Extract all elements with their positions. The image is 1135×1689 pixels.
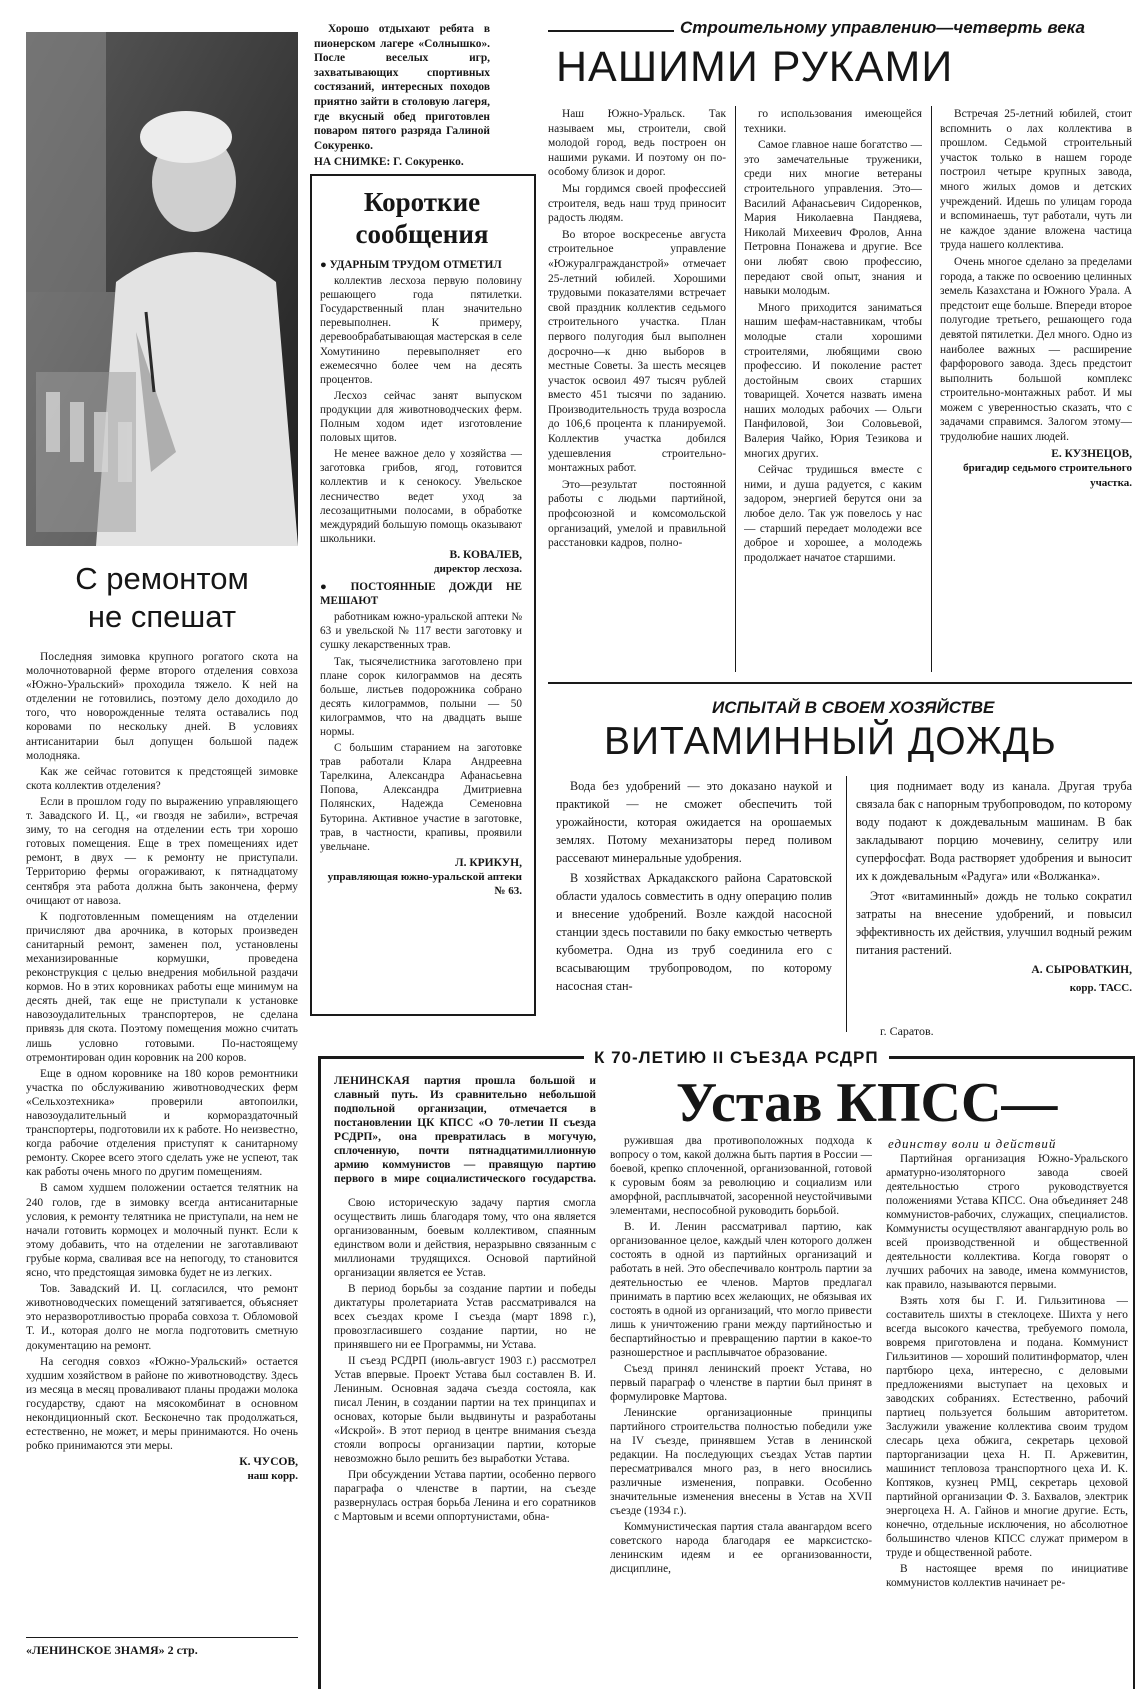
hands-col-divider [735, 106, 736, 672]
ustav-paragraph: II съезд РСДРП (июль-август 1903 г.) рассмотрел Устав впервые. Проект Устава был составлен В. И. Лениным. Основная задача съезда состояла, как писал Ленин, в создании партии на тех принципах и основах, которые были выдвинуты и разработаны «Искрой». В этот период в центре внимания съезда стояли вопросы организации партии, которые невозможно было решить без выработки Устава. [334, 1355, 596, 1465]
repair-headline-text: С ремонтом не спешат [75, 561, 249, 634]
vitamin-paragraph: Этот «витаминный» дождь не только сократил затраты на внесение удобрений, и повысил эффективность их действия, улучшил водный режим питания растений. [856, 889, 1132, 957]
short-news-lead2: ПОСТОЯННЫЕ ДОЖДИ НЕ МЕШАЮТ [320, 581, 522, 608]
repair-signature: К. ЧУСОВ, [239, 1456, 298, 1469]
short-news-lead1: УДАРНЫМ ТРУДОМ ОТМЕТИЛ [329, 259, 502, 271]
vitamin-signature: А. СЫРОВАТКИН, [1031, 964, 1132, 976]
ustav-paragraph: Взять хотя бы Г. И. Гильзитинова — составитель шихты в стеклоцехе. Шихта у него всегда высокого качества, требуемого помола, вовремя приготовлена и подана. Коммунист Гильзитинов — хороший политинформатор, член партбюро цеха, интересно, с деловыми предложениями выступает на цеховых и заводских собраниях. Естественно, рабочий партиец пользуется большим авторитетом. Заслужили уважение коллектива своим трудом слесарь цеха обжига, секретарь цеховой парторганизации цеха Н. П. Аржевитин, машинист тепловоза транспортного цеха И. К. Коптяков, кузнец РМЦ, секретарь цеховой партийной организации Ф. З. Бахвалов, электрик энергоцеха Н. А. Гайнов и многие другие. Есть, конечно, отдельные исключения, но абсолютное большинство членов КПСС служат примером в труде и общественной работе. [886, 1295, 1128, 1559]
short-news-body [320, 258, 522, 1004]
hands-kicker: Строительному управлению—четверть века [680, 18, 1085, 37]
short-news-paragraph: работникам южно-уральской аптеки № 63 и увельской № 117 вести заготовку и сушку лекарственных трав. [320, 611, 522, 652]
repair-paragraph: Как же сейчас готовится к предстоящей зимовке скота коллектив отделения? [26, 765, 298, 792]
hands-col2 [744, 107, 922, 675]
photo-cook [26, 32, 298, 546]
hands-kicker-rule [548, 30, 674, 32]
bullet-icon: ● [320, 581, 351, 594]
repair-paragraph: В самом худшем положении остается телятник на 240 голов, где в зимовку всегда антисанитарные условия, к ремонту телятника не приступали, на нем не начали готовить кормоцех и молочный пункт. Если к этому добавить, что на отделении не заготавливают грубые корма, сваливая все на непогоду, то становится ясно, что предстоящая зимовка будет не из легких. [26, 1182, 298, 1280]
ustav-paragraph: В период борьбы за создание партии и победы диктатуры пролетариата Устав рассматривался на всех съездах кроме I съезда (март 1898 г.), провозгласившего создание партии, но не принявшего ни ее Программы, ни Устава. [334, 1283, 596, 1351]
repair-paragraph: На сегодня совхоз «Южно-Уральский» остается худшим хозяйством в районе по животноводству. Здесь из месяца в месяц проваливают планы продажи молока государству, сдают на мясокомбинат в основном некондиционный скот. Бесконечно так продолжаться, естественно, не может, и меры принимаются. Но очень робко принимаются эти меры. [26, 1355, 298, 1453]
ustav-kicker: К 70-ЛЕТИЮ II СЪЕЗДА РСДРП [584, 1048, 889, 1068]
vitamin-col1 [556, 777, 832, 1039]
hands-paragraph: Наш Южно-Уральск. Так называем мы, строители, свой молодой город, ведь построен он нашими руками. И поэтому он по-особому близок и дорог. [548, 108, 726, 179]
short-news-title-line1: Короткие [363, 187, 481, 217]
short-news-title [314, 186, 530, 250]
vitamin-col2 [856, 777, 1132, 1017]
hands-headline: НАШИМИ РУКАМИ [556, 43, 954, 91]
ustav-lead [334, 1074, 596, 1186]
ustav-paragraph: Свою историческую задачу партия смогла осуществить лишь благодаря тому, что она является организованным, боевым коллективом, спаянным единством воли и действия, неразрывно связанным с миллионами трудящихся. Основой партийной организации является ее Устав. [334, 1197, 596, 1279]
ustav-headline: Устав КПСС— [676, 1072, 1058, 1134]
ustav-paragraph: Партийная организация Южно-Уральского арматурно-изоляторного завода своей деятельностью строго руководствуется положениями Устава КПСС. Она объединяет 248 коммунистов-рабочих, служащих, специалистов. Коммунисты осуществляют авангардную роль во всей производственной и общественной деятельности коллектива. Когда говорят о лучших рабочих на заводе, имена коммунистов, как правило, называются первыми. [886, 1153, 1128, 1291]
photo-caption [314, 22, 490, 172]
photo-caption-text: Хорошо отдыхают ребята в пионерском лагере «Солнышко». После веселых игр, захватывающих спортивных состязаний, интересных походов приятно зайти в столовую лагеря, где вкусный обед приготовлен поваром пятого разряда Галиной Сокуренко. [314, 23, 490, 152]
hands-paragraph: Встречая 25-летний юбилей, стоит вспомнить о лах коллектива в прошлом. Седьмой строительный участок только в нашем городе построил четыре крупных завода, много жилых домов и детских учреждений. Идешь по улицам города и вспоминаешь, тут работали, чуть ли не каждое здание вложена частица труда нашего коллектива. [940, 108, 1132, 252]
ustav-col3 [886, 1152, 1128, 1682]
hands-paragraph: Мы гордимся своей профессией строителя, ведь наш труд приносит радость людям. [548, 182, 726, 225]
footer-rule [26, 1637, 298, 1638]
hands-paragraph: Сейчас трудишься вместе с ними, и душа радуется, с каким задором, энергией берутся они за любое дело. Так уж повелось у нас — старший передает молодежи все доброе и хорошее, а молодежь продолжает начатое старшими. [744, 464, 922, 564]
short-news-title-line2: сообщения [355, 219, 489, 249]
ustav-paragraph: Ленинские организационные принципы партийного строительства полностью победили уже на IV съезде, принявшем Устав в ленинской редакции. На последующих съездах Устав партии пересматривался много раз, в него вносились различные изменения, поправки. Особенно значительные изменения внесены в Устав на XVII съезде (1934 г.). [610, 1407, 872, 1517]
short-news-paragraph: С большим старанием на заготовке трав работали Клара Андреевна Тарелкина, Александра Афанасьевна Попова, Александра Дмитриевна Полянских, Надежда Семеновна Буторина. Активное участие в заготовке, трав, в частности, крапивы, проявили увельчане. [320, 742, 522, 853]
hands-signature-role: бригадир седьмого строительного участка. [963, 462, 1132, 489]
repair-headline [26, 560, 298, 636]
ustav-subhead: единству воли и действий [888, 1136, 1057, 1151]
ustav-paragraph: ружившая два противоположных подхода к вопросу о том, какой должна быть партия в России — боевой, крепко сплоченной, организованной, готовой к суровым боям за революцию и социализм или аморфной, расплывчатой, засоренной неустойчивыми элементами, неспособной руководить борьбой. [610, 1135, 872, 1217]
hands-paragraph: Очень многое сделано за пределами города, а также по освоению целинных земель Казахстана и Южного Урала. А предстоит еще больше. Впереди второе полугодие третьего, решающего года девятой пятилетки. Дел много. Одно из наиболее важных — расширение фарфорового завода. Здесь предстоит выполнить большой комплекс строительно-монтажных работ. И мы можем с уверенностью сказать, что с задачами справимся. Залогом этому—трудолюбие наших людей. [940, 255, 1132, 444]
hands-paragraph: Во второе воскресенье августа строительное управление «Южуралгражданстрой» отмечает 25-летний юбилей. Хорошими трудовыми показателями встречает свой праздник коллектив седьмого строительного участка. План первого полугодия был выполнен досрочно—к дню выборов в местные Советы. За шесть месяцев участок освоил 497 тысяч рублей вместо 451 тысячи по заданию. Производительность труда возросла до 106,6 процента к планируемой. Коллектив участка добился удешевления строительно-монтажных работ. [548, 228, 726, 475]
short-news-paragraph: Не менее важное дело у хозяйства —заготовка грибов, ягод, готовится коллектив и к сенокосу. Увельское лесничество ведет уход за лесозащитными полосами, в обработке междурядий большую помощь оказывают школьники. [320, 448, 522, 545]
hands-col-divider [931, 106, 932, 672]
vitamin-paragraph: В хозяйствах Аркадакского района Саратовской области удалось совместить в одну операцию полив и внесение удобрений. Возле каждой насосной станции здесь поставили по баку емкостью четверть кубометра. Одна из труб соединила его с всасывающим трубопроводом, по которому насосная стан- [556, 871, 832, 993]
ustav-paragraph: Съезд принял ленинский проект Устава, но первый параграф о членстве в партии был принят в формулировке Мартова. [610, 1363, 872, 1403]
short-news-signature2: Л. КРИКУН, [455, 856, 522, 869]
repair-paragraph: Тов. Завадский И. Ц. согласился, что ремонт животноводческих помещений затягивается, объясняет это неразворотливостью прораба совхоза т. Обломовой Т. И., которая долго не могла подготовить сметную документацию на ремонт. [26, 1283, 298, 1352]
vitamin-dateline: г. Саратов. [880, 1024, 934, 1038]
ustav-col2 [610, 1134, 872, 1682]
vitamin-col-divider [846, 776, 847, 1032]
vitamin-kicker: ИСПЫТАЙ В СВОЕМ ХОЗЯЙСТВЕ [712, 698, 995, 717]
short-news-paragraph: Лесхоз сейчас занят выпуском продукции для животноводческих ферм. Полным ходом идет изготовление половых щитов. [320, 389, 522, 445]
hands-col1 [548, 107, 726, 675]
hands-col3 [940, 107, 1132, 675]
short-news-role2: управляющая южно-уральской аптеки № 63. [327, 870, 522, 898]
ustav-paragraph: При обсуждении Устава партии, особенно первого параграфа о членстве в партии, на съезде развернулась острая борьба Ленина и его соратников с Мартовым и всеми оппортунистами, обна- [334, 1469, 596, 1523]
photo-credit: НА СНИМКЕ: Г. Сокуренко. [314, 156, 464, 169]
repair-paragraph: Последняя зимовка крупного рогатого скота на молочнотоварной ферме второго отделения совхоза «Южно-Уральский» проходила тяжело. К ней на отделении не готовились, поэтому дело доходило до того, что новорожденные телята оставались под коровами по нескольку дней. В условиях антисанитарии был допущен большой падеж молодняка. [26, 651, 298, 762]
hands-paragraph: Много приходится заниматься нашим шефам-наставникам, чтобы молодые стали хорошими строителями, любящими свою профессию. И поколение растет достойным своих старших товарищей. Хочется назвать имена наших молодых рабочих — Ольги Панфиловой, Зои Соловьевой, Валерия Чайко, Юрия Тезикова и многих других. [744, 301, 922, 460]
short-news-paragraph: коллектив лесхоза первую половину решающего года пятилетки. Государственный план значительно перевыполнен. К примеру, деревообрабатывающая мастерская в селе Хомутинино перевыполняет его ежемесячно более чем на десять процентов. [320, 275, 522, 386]
ustav-paragraph: В. И. Ленин рассматривал партию, как организованное целое, каждый член которого должен состоять в одной из партийных организаций и работать в ней. Это обеспечивало контроль партии за деятельностью ее членов. Мартов предлагал принимать в партию всех желающих, не обязывая их состоять в одной из организаций, что могло привести лишь к уничтожению грани между партийностью и беспартийностью и превращению партии в какое-то разношерстное и расплывчатое образование. [610, 1221, 872, 1359]
repair-signature-role: наш корр. [247, 1470, 298, 1483]
ustav-paragraph: В настоящее время по инициативе коммунистов коллектив начинает ре- [886, 1563, 1128, 1589]
ustav-col1 [334, 1196, 596, 1676]
short-news-paragraph: Так, тысячелистника заготовлено при плане сорок килограммов на десять больше, листьев подорожника собрано десять килограммов, полыни — 50 килограммов, что на двадцать выше нормы. [320, 655, 522, 738]
vitamin-paragraph: ция поднимает воду из канала. Другая труба связала бак с напорным трубопроводом, по которому воду подают к дождевальным машинам. В бак закладывают порцию мочевину, селитру или суперфосфат. Вода растворяет удобрения и выносит их к дождевальным «Радуга» или «Волжанка». [856, 779, 1132, 883]
ustav-paragraph: Коммунистическая партия стала авангардом всего советского народа благодаря ее марксистско-ленинским идеям и ее организованности, дисциплине, [610, 1521, 872, 1575]
vitamin-signature-role: корр. ТАСС. [1069, 982, 1132, 994]
page-footer: «ЛЕНИНСКОЕ ЗНАМЯ» 2 стр. [26, 1643, 198, 1657]
ustav-lead-text: ЛЕНИНСКАЯ партия прошла большой и славный путь. Из сравнительно небольшой подпольной организации, отмечается в постановлении ЦК КПСС «О 70-летии II съезда РСДРП», она превратилась в могучую, сплоченную, почти пятнадцатимиллионную армию коммунистов — правящую партию первого в мире социалистического государства. [334, 1075, 596, 1185]
hands-paragraph: го использования имеющейся техники. [744, 108, 922, 135]
repair-paragraph: К подготовленным помещениям на отделении причисляют два арочника, в которых произведен санитарный ремонт, заменен пол, установлены механизированные кормушки, проведена реконструкция с целью внедрения мобильной раздачи кормов. Но в этих коровниках работы еще минимум на десять дней, так еще не приступали к установке навозоудалительных транспортеров, не сделана привязь для скота. Поэтому помещения можно считать лишь условно готовыми. По-настоящему отремонтирован один коровник на 200 коров. [26, 910, 298, 1064]
section-divider [548, 682, 1132, 684]
repair-paragraph: Еще в одном коровнике на 180 коров ремонтники участка по обслуживанию животноводческих ферм «Сельхозтехника» проверили автопоилки, навозоудалительный и кормораздаточный транспортеры, подготовили их к работе. Но неизвестно, когда рабочие отделения приступят к санитарному ремонту. Скорее всего этого сделать уже не успеют, так как работы очень много по другим помещениям. [26, 1067, 298, 1179]
bullet-icon: ● [320, 259, 330, 271]
repair-paragraph: Если в прошлом году по выражению управляющего т. Завадского И. Ц., «и гвоздя не забили», встречая зиму, то на сегодня на отделении есть три хорошо готовых помещения. Еще в трех помещениях идет ремонт, в двух — к ремонту не приступали. Территорию фермы огораживают, к пятнадцатому сентября эта работа должна быть закончена, ферму очищают от навоза. [26, 795, 298, 907]
short-news-role1: директор лесхоза. [433, 562, 522, 575]
vitamin-paragraph: Вода без удобрений — это доказано наукой и практикой — не сможет обеспечить той урожайности, которая ожидается на орошаемых землях. Потому механизаторы перед поливом рассевают минеральные удобрения. [556, 779, 832, 865]
hands-paragraph: Это—результат постоянной работы с людьми партийной, профсоюзной и комсомольской организаций, умелой и правильной расстановки кадров, полно- [548, 478, 726, 550]
repair-body [26, 650, 298, 1635]
hands-signature: Е. КУЗНЕЦОВ, [1051, 447, 1132, 460]
hands-paragraph: Самое главное наше богатство — это замечательные труженики, среди них многие ветераны строительного управления. Это—Василий Афанасьевич Сидоренков, Мария Николаевна Пандяева, Николай Михеевич Фролов, Анна Петровна Понажева и другие. Все они любят свою профессию, передают свой опыт, знания и навыки молодым. [744, 139, 922, 298]
short-news-signature1: В. КОВАЛЕВ, [449, 548, 522, 561]
vitamin-headline: ВИТАМИННЫЙ ДОЖДЬ [604, 720, 1057, 763]
